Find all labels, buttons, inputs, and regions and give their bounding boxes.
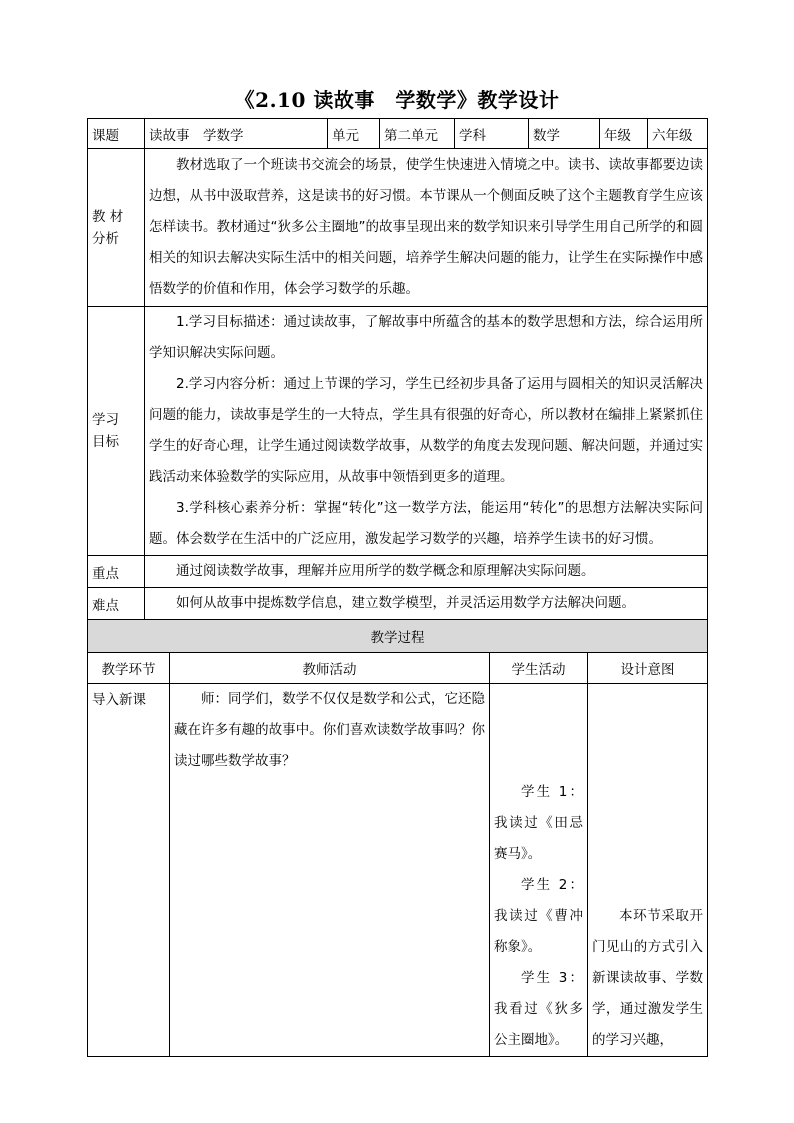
design-intent-text: 本环节采取开门见山的方式引入新课读故事、学数学，通过激发学生的学习兴趣， <box>592 908 703 1048</box>
analysis-text-cell <box>145 149 708 307</box>
unit-value: 第二单元 <box>380 119 455 149</box>
analysis-text: 教材选取了一个班读书交流会的场景，使学生快速进入情境之中。读书、读故事都要边读边想，从书中汲取营养，这是读书的好习惯。本节课从一个侧面反映了这个主题教育学生应该怎样读书。教材通过“狄多公主圈地”的故事呈现出来的数学知识来引导学生用自己所学的和圆相关的知识去解决实际生活中的相关问题，培养学生解决问题的能力，让学生在实际操作中感悟数学的价值和作用，体会学习数学的乐趣。 <box>149 157 703 297</box>
student-answer-1: 学生 1：我读过《田忌赛马》。 <box>494 784 583 862</box>
column-teacher: 教师活动 <box>170 653 490 684</box>
difficulty-label: 难点 <box>88 588 145 620</box>
stage-cell: 导入新课 <box>88 684 170 1057</box>
analysis-label-line-2: 分析 <box>92 230 119 247</box>
teacher-activity-text: 师：同学们，数学不仅仅是数学和公式，它还隐藏在许多有趣的故事中。你们喜欢读数学故事吗？你读过哪些数学故事？ <box>174 691 485 769</box>
subject-label: 学科 <box>455 119 529 149</box>
process-columns-row <box>88 653 708 684</box>
key-point-cell <box>145 556 708 588</box>
key-point-text: 通过阅读数学故事，理解并应用所学的数学概念和原理解决实际问题。 <box>176 563 595 579</box>
goals-label-line-1: 学习 <box>92 412 119 428</box>
subject-value: 数学 <box>529 119 600 149</box>
column-student: 学生活动 <box>490 653 588 684</box>
intent-spacer <box>592 684 703 901</box>
document-title: 《2.10 读故事 学数学》教学设计 <box>234 88 560 112</box>
goals-text-cell <box>145 307 708 556</box>
process-row-intro <box>88 684 708 1057</box>
teacher-activity-cell <box>170 684 490 1057</box>
goals-paragraph-1: 1.学习目标描述：通过读故事，了解故事中所蕴含的基本的数学思想和方法，综合运用所学知识解决实际问题。 <box>149 314 703 361</box>
process-header: 教学过程 <box>88 620 708 653</box>
key-point-row <box>88 556 708 588</box>
goals-paragraph-3: 3.学科核心素养分析：掌握“转化”这一数学方法，能运用“转化”的思想方法解决实际问题。体会数学在生活中的广泛应用，激发起学习数学的兴趣，培养学生读书的好习惯。 <box>149 500 703 547</box>
lesson-info-table <box>87 118 708 620</box>
analysis-label <box>88 149 145 307</box>
goals-paragraph-2: 2.学习内容分析：通过上节课的学习，学生已经初步具备了运用与圆相关的知识灵活解决问题的能力，读故事是学生的一大特点，学生具有很强的好奇心，所以教材在编排上紧紧抓住学生的好奇心理，让学生通过阅读数学故事，从数学的角度去发现问题、解决问题，并通过实践活动来体验数学的实际应用，从故事中领悟到更多的道理。 <box>149 376 703 485</box>
teaching-process-table <box>87 619 708 1057</box>
column-stage: 教学环节 <box>88 653 170 684</box>
analysis-label-line-1: 教 材 <box>92 208 124 225</box>
student-answer-2: 学生 2：我读过《曹冲称象》。 <box>494 877 583 955</box>
student-activity-cell <box>490 684 588 1057</box>
lesson-info-row <box>88 119 708 149</box>
difficulty-row <box>88 588 708 620</box>
lesson-value: 读故事 学数学 <box>145 119 328 149</box>
difficulty-text: 如何从故事中提炼数学信息，建立数学模型，并灵活运用数学方法解决问题。 <box>176 595 635 611</box>
student-answer-3: 学生 3：我看过《狄多公主圈地》。 <box>494 970 583 1048</box>
design-intent-cell <box>588 684 708 1057</box>
goals-label <box>88 307 145 556</box>
difficulty-cell <box>145 588 708 620</box>
analysis-row <box>88 149 708 307</box>
unit-label: 单元 <box>328 119 380 149</box>
goals-label-line-2: 目标 <box>92 434 119 450</box>
column-intent: 设计意图 <box>588 653 708 684</box>
lesson-label: 课题 <box>88 119 145 149</box>
student-spacer <box>494 684 583 777</box>
goals-row <box>88 307 708 556</box>
grade-value: 六年级 <box>648 119 708 149</box>
process-header-row <box>88 620 708 653</box>
key-point-label: 重点 <box>88 556 145 588</box>
grade-label: 年级 <box>600 119 648 149</box>
